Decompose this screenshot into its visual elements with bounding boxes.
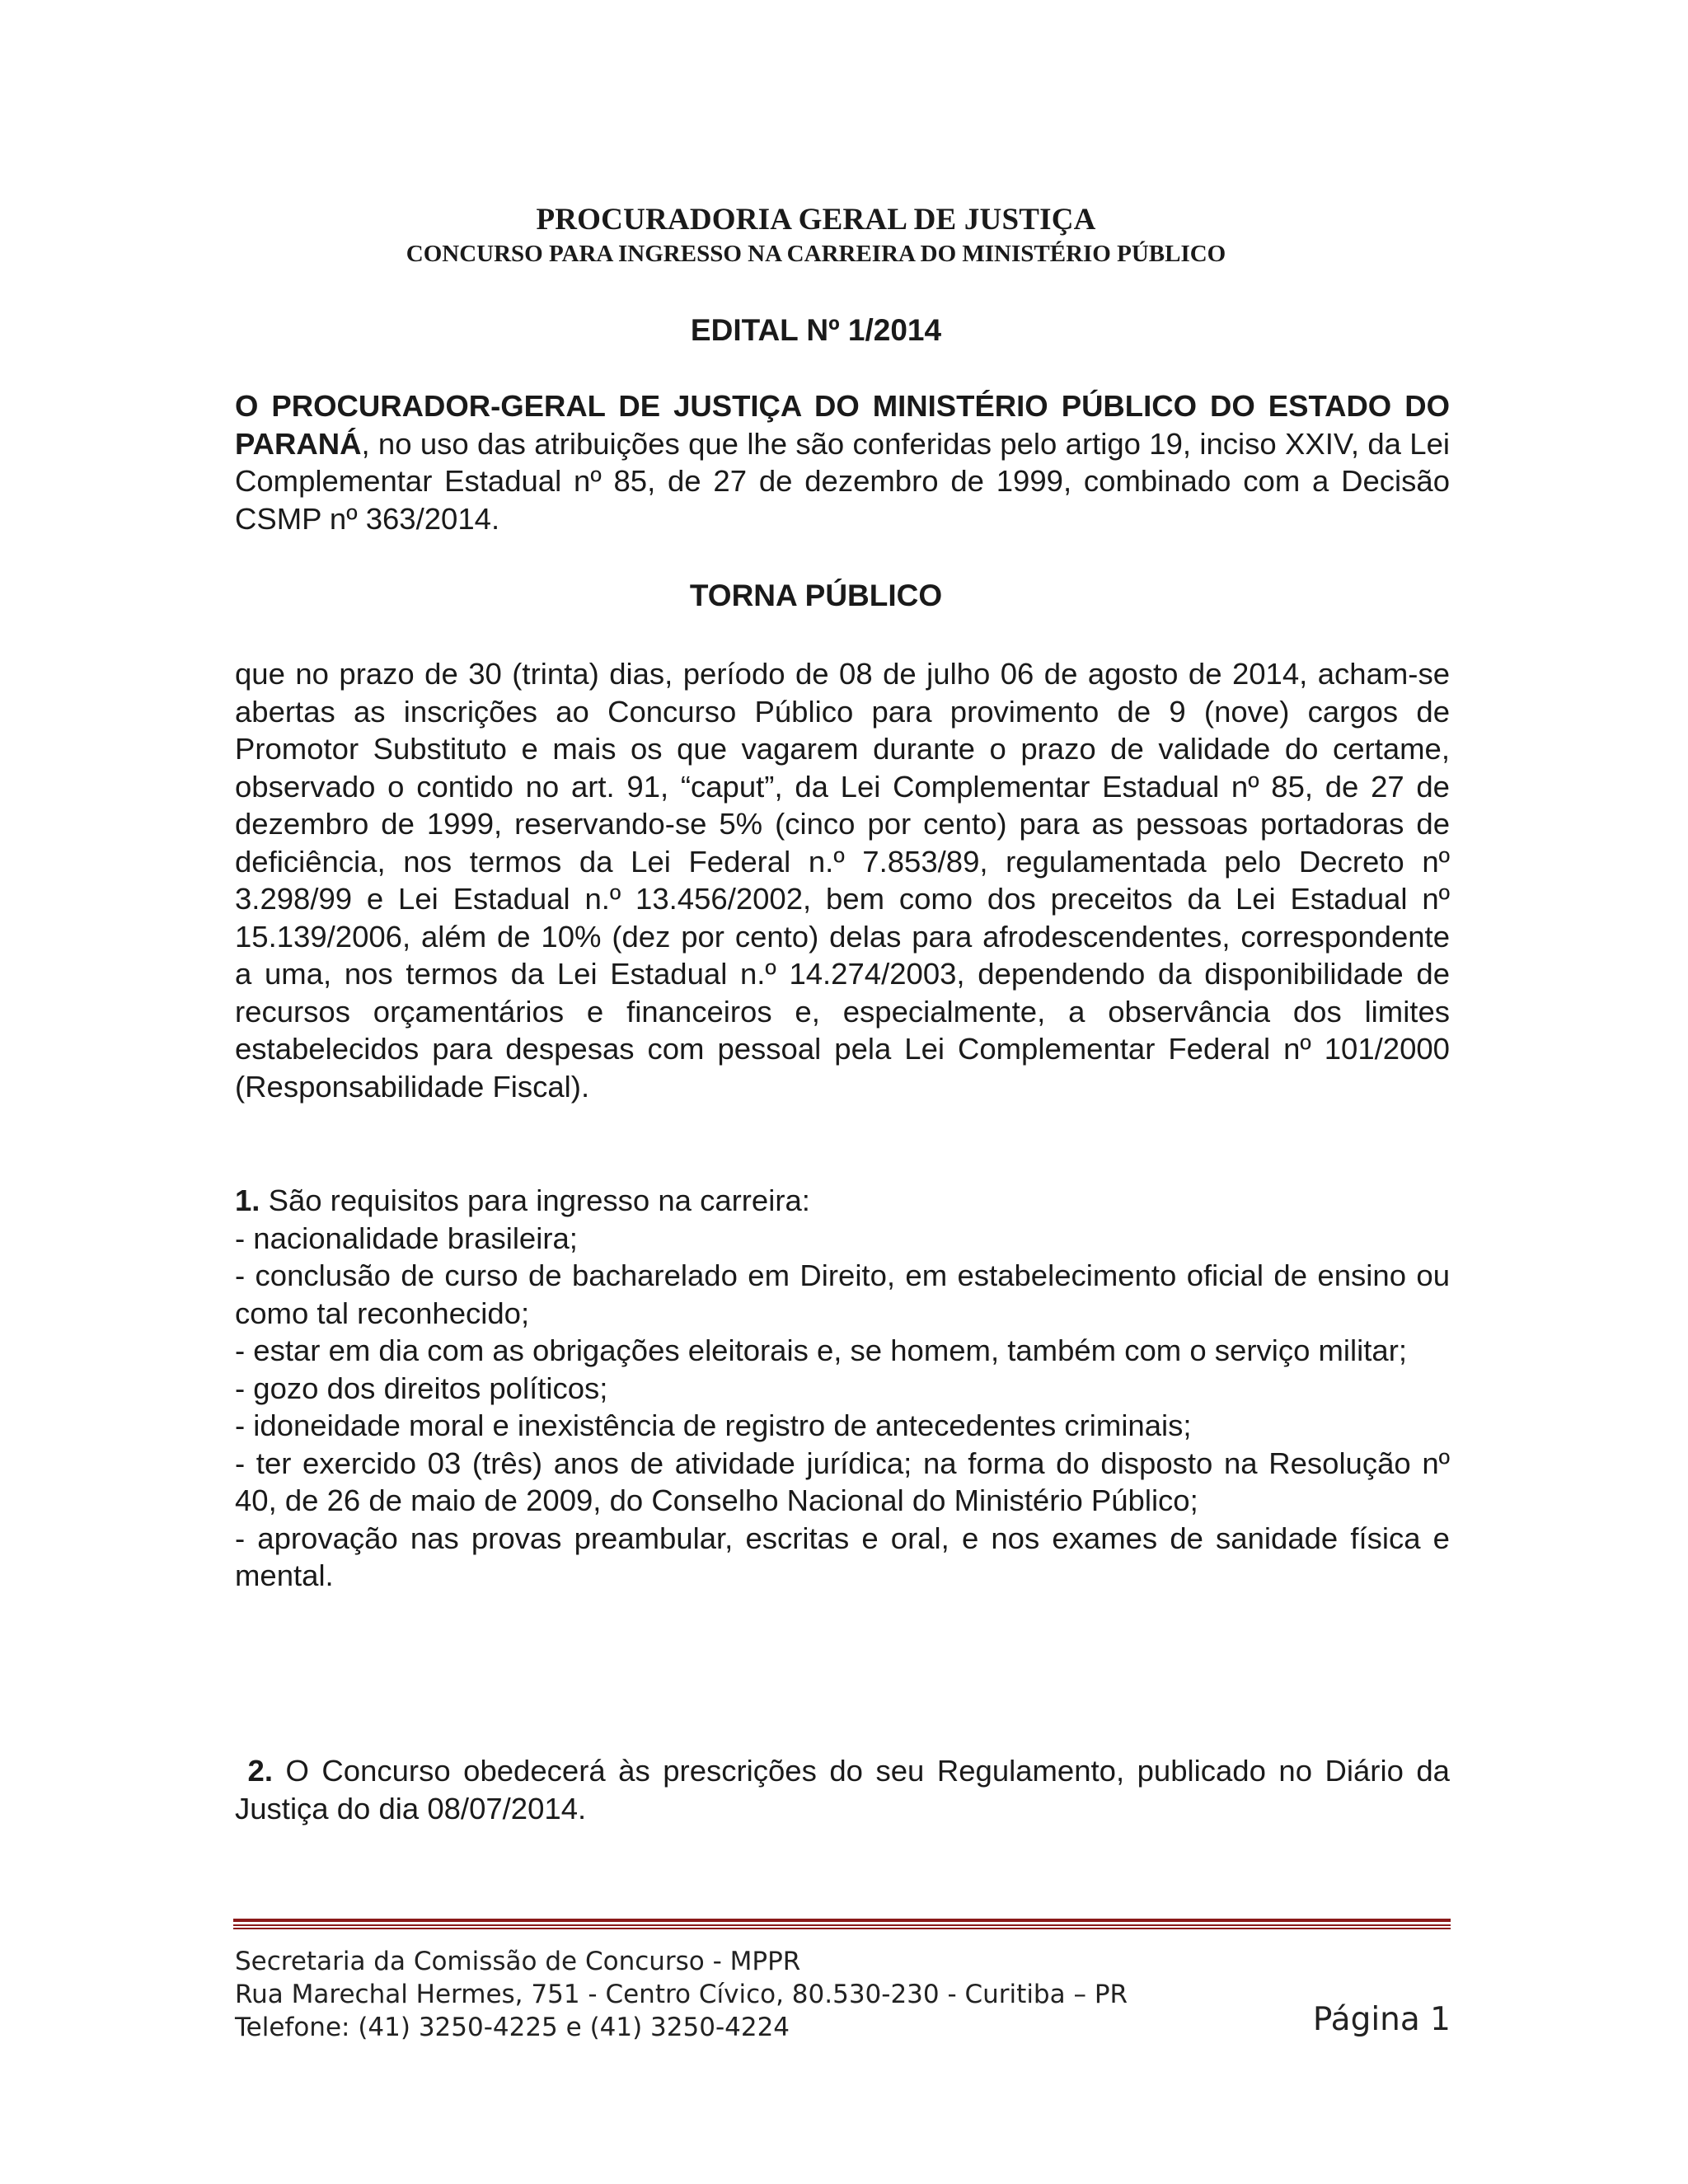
requirement-item: - nacionalidade brasileira; (235, 1221, 578, 1255)
requirement-item: - estar em dia com as obrigações eleitorais e, se homem, também com o serviço militar; (235, 1333, 1407, 1367)
section-2-number: 2. (247, 1754, 273, 1788)
section-1-number: 1. (235, 1183, 260, 1217)
intro-paragraph (235, 387, 1450, 537)
edital-title: EDITAL Nº 1/2014 (690, 313, 942, 347)
section-2 (235, 1752, 1450, 1827)
footer-secretaria: Secretaria da Comissão de Concurso - MPPR (235, 1947, 801, 1976)
requirement-item: - ter exercido 03 (três) anos de atividade jurídica; na forma do disposto na Resolução nº 40, de 26 de maio de 2009, do Conselho Nacional do Ministério Público; (235, 1446, 1450, 1517)
footer (235, 1945, 1451, 2044)
intro-text: , no uso das atribuições que lhe são conferidas pelo artigo 19, inciso XXIV, da Lei Complementar Estadual nº 85, de 27 de dezembro de 1999, combinado com a Decisão CSMP nº 363/2014. (235, 426, 1450, 536)
section-2-text: O Concurso obedecerá às prescrições do seu Regulamento, publicado no Diário da Justiça do dia 08/07/2014. (235, 1754, 1450, 1825)
page-number: Página 1 (1312, 2001, 1451, 2038)
header-subtitle: CONCURSO PARA INGRESSO NA CARREIRA DO MINISTÉRIO PÚBLICO (406, 241, 1226, 267)
requirement-item: - gozo dos direitos políticos; (235, 1371, 608, 1405)
footer-divider (233, 1919, 1451, 1929)
section-1 (235, 1182, 1450, 1595)
requirement-item: - conclusão de curso de bacharelado em Direito, em estabelecimento oficial de ensino ou como tal reconhecido; (235, 1258, 1450, 1330)
footer-phone: Telefone: (41) 3250-4225 e (41) 3250-4224 (235, 2013, 790, 2042)
section-1-heading-text: São requisitos para ingresso na carreira: (260, 1183, 810, 1217)
footer-address: Rua Marechal Hermes, 751 - Centro Cívico, 80.530-230 - Curitiba – PR (235, 1980, 1128, 2009)
requirement-item: - aprovação nas provas preambular, escritas e oral, e nos exames de sanidade física e mental. (235, 1521, 1450, 1592)
intro-bold-lead: O PROCURADOR-GERAL DE JUSTIÇA DO MINISTÉRIO PÚBLICO DO ESTADO DO PARANÁ (235, 389, 1450, 461)
requirement-item: - idoneidade moral e inexistência de registro de antecedentes criminais; (235, 1408, 1192, 1442)
header-organization: PROCURADORIA GERAL DE JUSTIÇA (536, 203, 1096, 237)
main-paragraph: que no prazo de 30 (trinta) dias, período de 08 de julho 06 de agosto de 2014, acham-se abertas as inscrições ao Concurso Público para provimento de 9 (nove) cargos de Promotor Substituto e mais os que vagarem durante o prazo de validade do certame, observado o contido no art. 91, “caput”, da Lei Complementar Estadual nº 85, de 27 de dezembro de 1999, reservando-se 5% (cinco por cento) para as pessoas portadoras de deficiência, nos termos da Lei Federal n.º 7.853/89, regulamentada pelo Decreto nº 3.298/99 e Lei Estadual n.º 13.456/2002, bem como dos preceitos da Lei Estadual nº 15.139/2006, além de 10% (dez por cento) delas para afrodescendentes, correspondente a uma, nos termos da Lei Estadual n.º 14.274/2003, dependendo da disponibilidade de recursos orçamentários e financeiros e, especialmente, a observância dos limites estabelecidos para despesas com pessoal pela Lei Complementar Federal nº 101/2000 (Responsabilidade Fiscal). (235, 657, 1450, 1104)
torna-publico-heading: TORNA PÚBLICO (689, 579, 943, 612)
section-1-heading (235, 1182, 1450, 1220)
